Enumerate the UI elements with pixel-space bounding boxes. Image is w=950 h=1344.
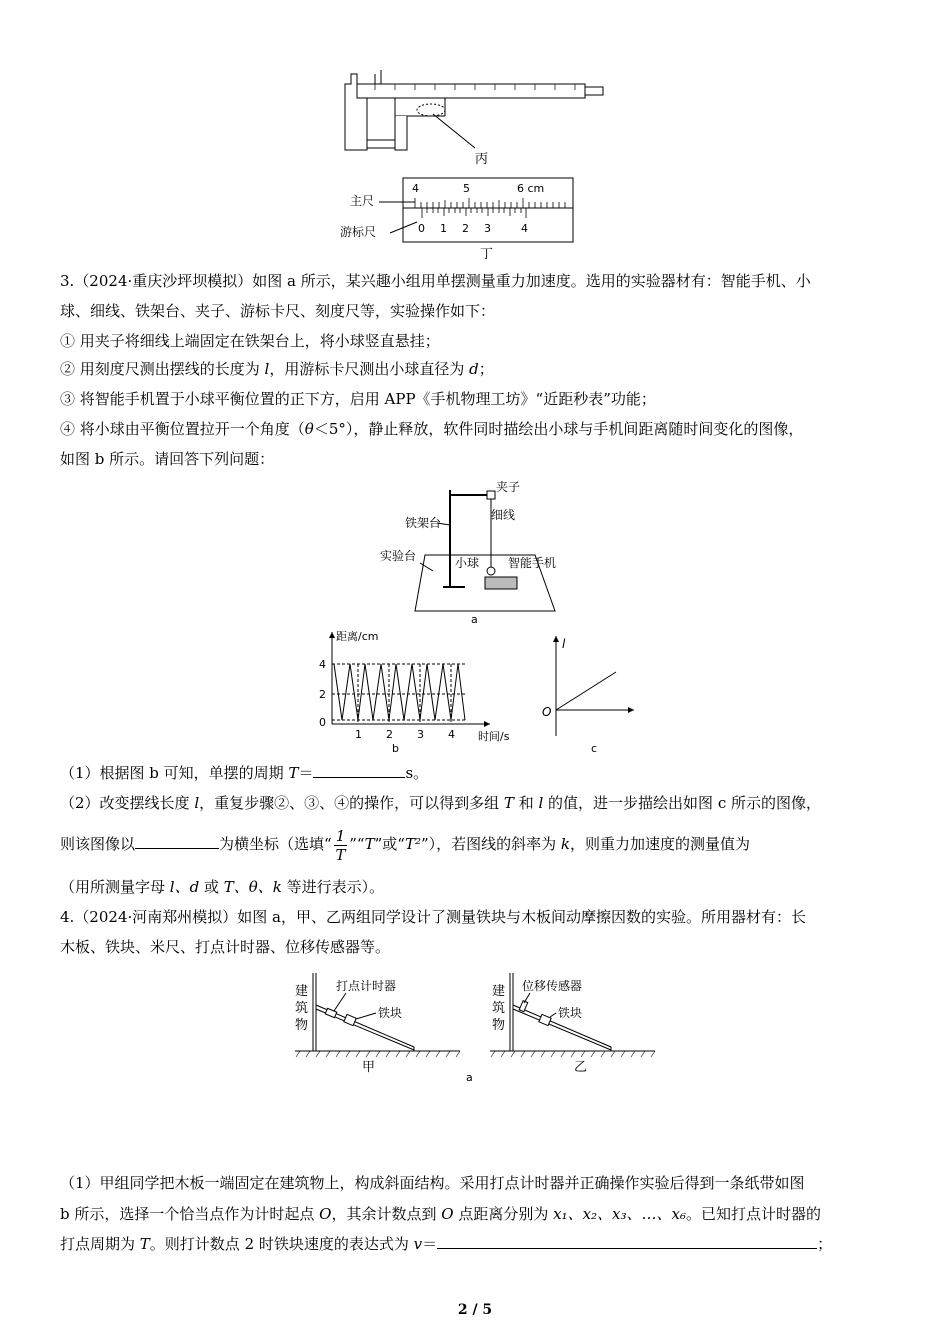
svg-text:物: 物 <box>295 1018 309 1033</box>
q3-intro-line1: 3.（2024·重庆沙坪坝模拟）如图 a 所示，某兴趣小组用单摆测量重力加速度。选用的实验器材有：智能手机、小 <box>60 272 811 290</box>
q3-intro-line2: 球、细线、铁架台、夹子、游标卡尺、刻度尺等，实验操作如下： <box>60 302 496 320</box>
label-string: 细线 <box>491 508 516 522</box>
svg-text:0: 0 <box>319 716 326 729</box>
q3-sub2-cont: 则该图像以 为横坐标（选填“ $\frac{1}{T}$ ”“T”或“T²”），若图线的斜率为 k，则重力加速度的测量值为 <box>60 826 751 864</box>
distance-time-figure <box>310 628 520 756</box>
answer-blank-period[interactable] <box>313 777 405 778</box>
label-yi: 乙 <box>574 1060 588 1075</box>
caption-c: c <box>591 742 598 755</box>
svg-text:2: 2 <box>319 688 326 701</box>
label-bing: 丙 <box>475 152 489 167</box>
q4-sub1-line3: 打点周期为 T。则打计数点 2 时铁块速度的表达式为 v＝ ； <box>60 1235 833 1253</box>
q3-sub2: （2）改变摆线长度 l，重复步骤②、③、④的操作，可以得到多组 T 和 l 的值，进一步描绘出如图 c 所示的图像， <box>60 794 821 812</box>
q3-sub1: （1）根据图 b 可知，单摆的周期 T＝ s。 <box>60 764 429 782</box>
q4-intro-line1: 4.（2024·河南郑州模拟）如图 a，甲、乙两组同学设计了测量铁块与木板间动摩擦因数的实验。所用器材有：长 <box>60 908 806 926</box>
svg-text:4: 4 <box>319 658 326 671</box>
svg-text:筑: 筑 <box>295 1001 309 1016</box>
caliper-figure <box>335 60 615 260</box>
svg-text:1: 1 <box>440 222 447 235</box>
c-origin: O <box>542 705 552 719</box>
pendulum-setup-figure <box>375 475 575 625</box>
label-stand: 铁架台 <box>405 516 442 530</box>
main-scale-label: 主尺 <box>350 194 375 208</box>
svg-text:3: 3 <box>484 222 491 235</box>
svg-text:3: 3 <box>417 728 424 741</box>
label-block-right: 铁块 <box>558 1006 583 1020</box>
caption-q4-a: a <box>466 1071 473 1084</box>
svg-text:2: 2 <box>386 728 393 741</box>
svg-text:4: 4 <box>448 728 455 741</box>
svg-text:1: 1 <box>355 728 362 741</box>
c-y-label: l <box>562 637 566 651</box>
svg-text:4: 4 <box>521 222 528 235</box>
answer-blank-velocity[interactable] <box>437 1248 817 1249</box>
q3-step3: ③ 将智能手机置于小球平衡位置的正下方，启用 APP《手机物理工坊》“近距秒表”功能； <box>60 390 656 408</box>
svg-text:物: 物 <box>492 1018 506 1033</box>
svg-text:0: 0 <box>418 222 425 235</box>
svg-text:4: 4 <box>412 182 419 195</box>
label-timer: 打点计时器 <box>336 979 397 993</box>
vernier-scale-label: 游标尺 <box>340 225 377 239</box>
svg-text:5: 5 <box>463 182 470 195</box>
caption-b: b <box>392 742 399 755</box>
q3-step2: ② 用刻度尺测出摆线的长度为 l，用游标卡尺测出小球直径为 d； <box>60 360 494 378</box>
q4-sub1-line1: （1）甲组同学把木板一端固定在建筑物上，构成斜面结构。采用打点计时器并正确操作实验后得到一条纸带如图 <box>60 1174 805 1192</box>
q3-step1: ① 用夹子将细线上端固定在铁架台上，将小球竖直悬挂； <box>60 332 440 350</box>
label-phone: 智能手机 <box>508 556 557 570</box>
svg-text:筑: 筑 <box>492 1001 506 1016</box>
svg-text:建: 建 <box>295 984 309 999</box>
incline-figure <box>290 965 670 1090</box>
q3-step4-cont: 如图 b 所示。请回答下列问题： <box>60 450 275 468</box>
q3-step4: ④ 将小球由平衡位置拉开一个角度（θ＜5°），静止释放，软件同时描绘出小球与手机间距离随时间变化的图像， <box>60 420 804 438</box>
q3-sub2-end: （用所测量字母 l、d 或 T、θ、k 等进行表示）。 <box>60 878 385 896</box>
y-axis-label: 距离/cm <box>336 630 379 643</box>
label-block-left: 铁块 <box>378 1006 403 1020</box>
q4-intro-line2: 木板、铁块、米尺、打点计时器、位移传感器等。 <box>60 938 391 956</box>
svg-text:6 cm: 6 cm <box>517 182 545 195</box>
l-graph-figure <box>538 632 648 756</box>
fraction-one-over-T: $\frac{1}{T}$ <box>335 826 346 864</box>
caption-a: a <box>471 613 478 625</box>
label-clip: 夹子 <box>496 480 521 494</box>
label-ding: 丁 <box>480 247 494 260</box>
page-number: 2 / 5 <box>457 1302 493 1318</box>
label-sensor: 位移传感器 <box>522 979 583 993</box>
q4-sub1-line2: b 所示，选择一个恰当点作为计时起点 O，其余计数点到 O 点距离分别为 x₁、x₂、x₃、…、x₆。已知打点计时器的 <box>60 1205 822 1223</box>
label-jia: 甲 <box>362 1060 376 1075</box>
x-axis-label: 时间/s <box>478 730 510 743</box>
svg-text:2: 2 <box>462 222 469 235</box>
answer-blank-abscissa[interactable] <box>135 848 219 849</box>
svg-text:建: 建 <box>492 984 506 999</box>
label-table: 实验台 <box>380 549 417 563</box>
label-ball: 小球 <box>455 556 480 570</box>
